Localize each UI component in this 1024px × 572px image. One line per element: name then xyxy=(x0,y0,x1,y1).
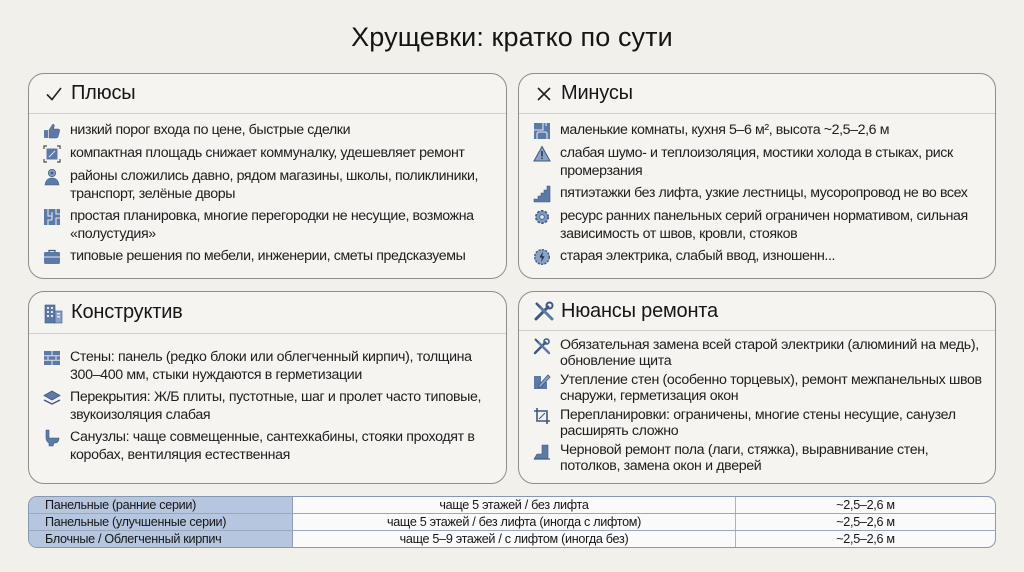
list-item: Утепление стен (особенно торцевых), ремонт межпанельных швов снаружи, герметизация окон xyxy=(533,372,985,404)
building-icon xyxy=(43,302,65,324)
compact-area-icon xyxy=(43,145,61,163)
list-item: компактная площадь снижает коммуналку, удешевляет ремонт xyxy=(43,145,496,163)
cross-icon xyxy=(533,83,555,105)
wall-insulation-icon xyxy=(533,372,551,390)
check-icon xyxy=(43,83,65,105)
tools-icon xyxy=(533,300,555,322)
list-item: Перепланировки: ограничены, многие стены несущие, санузел расширять сложно xyxy=(533,407,985,439)
gear-icon xyxy=(533,208,551,226)
page-title: Хрущевки: кратко по сути xyxy=(351,22,673,52)
warning-icon xyxy=(533,145,551,163)
briefcase-icon xyxy=(43,248,61,266)
cell-height: ~2,5–2,6 м xyxy=(836,532,895,546)
cons-card-header xyxy=(519,74,995,114)
floor-plan-icon xyxy=(43,208,61,226)
list-item: Стены: панель (редко блоки или облегченный кирпич), толщина 300–400 мм, стыки нуждаются в герметизации xyxy=(43,349,496,384)
repair-title: Нюансы ремонта xyxy=(561,299,718,322)
list-item: пятиэтажки без лифта, узкие лестницы, мусоропровод не во всех xyxy=(533,185,985,203)
layers-icon xyxy=(43,389,61,407)
construction-title: Конструктив xyxy=(71,301,183,323)
cell-height: ~2,5–2,6 м xyxy=(836,498,895,512)
list-item: Санузлы: чаще совмещенные, сантехкабины, стояки проходят в коробах, вентиляция естественная xyxy=(43,429,496,464)
pros-card-header xyxy=(29,74,506,114)
stairs-icon xyxy=(533,185,551,203)
tools-icon xyxy=(533,337,551,355)
cell-type: Блочные / Облегченный кирпич xyxy=(29,531,293,547)
list-item: Обязательная замена всей старой электрики (алюминий на медь), обновление щита xyxy=(533,337,985,369)
floor-step-icon xyxy=(533,442,551,460)
cons-title: Минусы xyxy=(561,82,633,104)
cell-height: ~2,5–2,6 м xyxy=(836,515,895,529)
thumbs-up-icon xyxy=(43,122,61,140)
list-item: слабая шумо- и теплоизоляция, мостики холода в стыках, риск промерзания xyxy=(533,145,985,180)
list-item: Черновой ремонт пола (лаги, стяжка), выравнивание стен, потолков, замена окон и дверей xyxy=(533,442,985,474)
cell-type: Панельные (улучшенные серии) xyxy=(29,514,293,530)
building-types-table xyxy=(28,496,996,548)
list-item: Перекрытия: Ж/Б плиты, пустотные, шаг и пролет часто типовые, звукоизоляция слабая xyxy=(43,389,496,424)
list-item: старая электрика, слабый ввод, изношенн... xyxy=(533,248,985,266)
cell-type: Панельные (ранние серии) xyxy=(29,497,293,513)
repair-card-header xyxy=(519,292,995,330)
location-person-icon xyxy=(43,168,61,186)
pros-title: Плюсы xyxy=(71,82,136,104)
electric-bolt-icon xyxy=(533,248,551,266)
repair-card xyxy=(518,291,996,484)
list-item: типовые решения по мебели, инженерии, сметы предсказуемы xyxy=(43,248,496,266)
crop-plan-icon xyxy=(533,407,551,425)
cons-card xyxy=(518,73,996,279)
list-item: районы сложились давно, рядом магазины, школы, поликлиники, транспорт, зелёные дворы xyxy=(43,168,496,203)
table-row xyxy=(29,531,995,547)
list-item: низкий порог входа по цене, быстрые сделки xyxy=(43,122,496,140)
list-item: ресурс ранних панельных серий ограничен нормативом, сильная зависимость от швов, кровли, стояков xyxy=(533,208,985,243)
list-item: простая планировка, многие перегородки не несущие, возможна «полустудия» xyxy=(43,208,496,243)
pros-card xyxy=(28,73,507,279)
table-row xyxy=(29,514,995,531)
construction-card-header xyxy=(29,292,506,334)
cell-floors: чаще 5 этажей / без лифта xyxy=(293,497,736,513)
cell-floors: чаще 5–9 этажей / с лифтом (иногда без) xyxy=(293,531,736,547)
toilet-icon xyxy=(43,429,61,447)
brick-wall-icon xyxy=(43,349,61,367)
small-room-icon xyxy=(533,122,551,140)
table-row xyxy=(29,497,995,514)
list-item: маленькие комнаты, кухня 5–6 м², высота ~2,5–2,6 м xyxy=(533,122,985,140)
construction-card xyxy=(28,291,507,484)
cell-floors: чаще 5 этажей / без лифта (иногда с лифтом) xyxy=(293,514,736,530)
